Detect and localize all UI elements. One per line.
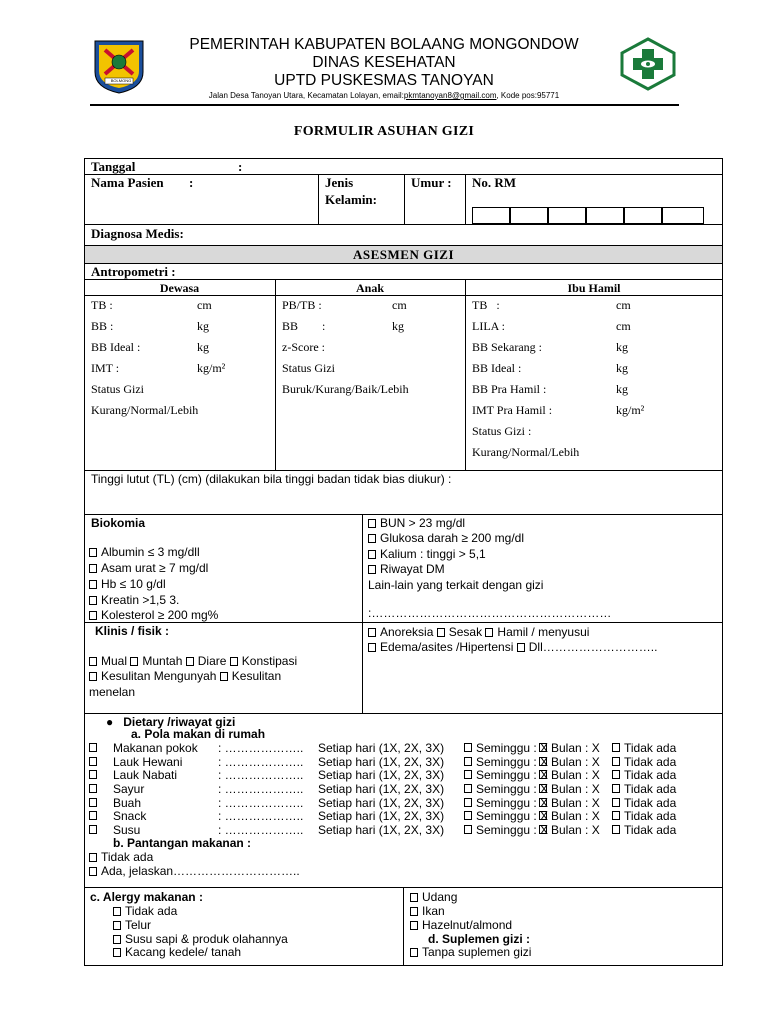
- alergi-susu: Susu sapi & produk olahannya: [113, 932, 288, 946]
- diet-item-dots: : ………………..: [218, 782, 304, 796]
- dewasa-heading: Dewasa: [159, 281, 200, 295]
- checkbox[interactable]: [89, 811, 97, 820]
- diet-item-name: Lauk Nabati: [113, 768, 178, 782]
- checkbox[interactable]: [464, 811, 472, 820]
- klinis-right-line1: Anoreksia Sesak Hamil / menyusui: [368, 625, 589, 639]
- diet-item-seminggu: Seminggu : X: [476, 768, 549, 782]
- pola-makan-title: a. Pola makan di rumah: [131, 727, 266, 741]
- ibu-lila-unit: cm: [616, 319, 631, 333]
- checkbox[interactable]: [89, 564, 97, 573]
- puskesmas-logo-icon: [619, 37, 677, 91]
- checkbox[interactable]: [464, 784, 472, 793]
- diet-item-seminggu: Seminggu : X: [476, 796, 549, 810]
- checkbox[interactable]: [612, 743, 620, 752]
- checkbox[interactable]: [539, 825, 547, 834]
- klinis-line3: menelan: [89, 685, 136, 699]
- checkbox[interactable]: [368, 643, 376, 652]
- ibu-bb-ideal: BB Ideal :: [472, 361, 522, 375]
- diet-item-tidak-ada: Tidak ada: [624, 741, 677, 755]
- diet-item-setiap-hari: Setiap hari (1X, 2X, 3X): [318, 741, 445, 755]
- diet-item-name: Lauk Hewani: [113, 755, 183, 769]
- header-line3: UPTD PUSKESMAS TANOYAN: [274, 72, 494, 89]
- checkbox[interactable]: [612, 811, 620, 820]
- diet-item-dots: : ………………..: [218, 741, 304, 755]
- diet-item-setiap-hari: Setiap hari (1X, 2X, 3X): [318, 755, 445, 769]
- anak-status-options: Buruk/Kurang/Baik/Lebih: [282, 382, 409, 396]
- form-title: FORMULIR ASUHAN GIZI: [293, 124, 475, 139]
- checkbox[interactable]: [437, 628, 445, 637]
- alergi-hazelnut: Hazelnut/almond: [410, 918, 512, 932]
- checkbox[interactable]: [485, 628, 493, 637]
- dewasa-bb: BB :: [91, 319, 114, 333]
- rm-digit-box[interactable]: [624, 207, 662, 224]
- diet-item-bulan: Bulan : X: [551, 809, 600, 823]
- checkbox[interactable]: [464, 757, 472, 766]
- dewasa-imt-unit: kg/m²: [197, 361, 226, 375]
- anak-bb-unit: kg: [392, 319, 404, 333]
- checkbox[interactable]: [410, 921, 418, 930]
- checkbox[interactable]: [113, 921, 121, 930]
- checkbox[interactable]: [89, 825, 97, 834]
- diet-item-bulan: Bulan : X: [551, 755, 600, 769]
- dewasa-status-options: Kurang/Normal/Lebih: [91, 403, 199, 417]
- checkbox[interactable]: [89, 784, 97, 793]
- asesmen-title: ASESMEN GIZI: [353, 247, 454, 262]
- diet-item-tidak-ada: Tidak ada: [624, 796, 677, 810]
- checkbox[interactable]: [539, 743, 547, 752]
- dewasa-bb-unit: kg: [197, 319, 209, 333]
- bio-glukosa: Glukosa darah ≥ 200 mg/dl: [368, 531, 524, 545]
- rm-digit-box[interactable]: [662, 207, 704, 224]
- right-logo: [619, 37, 677, 91]
- diet-item-name: Sayur: [113, 782, 145, 796]
- checkbox[interactable]: [220, 672, 228, 681]
- checkbox[interactable]: [186, 657, 194, 666]
- regency-crest-icon: [91, 38, 147, 94]
- diet-item-tidak-ada: Tidak ada: [624, 782, 677, 796]
- diet-item-name: Snack: [113, 809, 147, 823]
- bio-hb: Hb ≤ 10 g/dl: [89, 577, 166, 591]
- klinis-title: Klinis / fisik :: [95, 624, 170, 638]
- ibu-status-gizi: Status Gizi :: [472, 424, 532, 438]
- checkbox[interactable]: [89, 611, 97, 620]
- checkbox[interactable]: [113, 948, 121, 957]
- diet-item-seminggu: Seminggu : X: [476, 809, 549, 823]
- checkbox[interactable]: [410, 907, 418, 916]
- header-rule: [90, 104, 679, 106]
- dewasa-bb-ideal: BB Ideal :: [91, 340, 141, 354]
- checkbox[interactable]: [89, 798, 97, 807]
- bio-asam-urat: Asam urat ≥ 7 mg/dl: [89, 561, 208, 575]
- bullet-icon: ●: [106, 715, 114, 729]
- rm-digit-box[interactable]: [472, 207, 510, 224]
- diet-item-name: Susu: [113, 823, 141, 837]
- checkbox[interactable]: [368, 550, 376, 559]
- ibu-bb-sekarang: BB Sekarang :: [472, 340, 542, 354]
- bio-kreatin: Kreatin >1,5 3.: [89, 593, 179, 607]
- checkbox[interactable]: [89, 867, 97, 876]
- checkbox[interactable]: [368, 565, 376, 574]
- checkbox[interactable]: [89, 672, 97, 681]
- diet-item-seminggu: Seminggu : X: [476, 782, 549, 796]
- checkbox[interactable]: [410, 948, 418, 957]
- pantangan-ada: Ada, jelaskan…………………………..: [89, 864, 300, 878]
- diet-item-name: Buah: [113, 796, 142, 810]
- diet-item-setiap-hari: Setiap hari (1X, 2X, 3X): [318, 768, 445, 782]
- checkbox[interactable]: [517, 643, 525, 652]
- diet-row: [0, 796, 768, 810]
- biokimia-title: Biokomia: [91, 516, 146, 530]
- left-logo: BOLMONG: [91, 38, 147, 94]
- checkbox[interactable]: [89, 580, 97, 589]
- bio-kalium: Kalium : tinggi > 5,1: [368, 547, 486, 561]
- diet-item-setiap-hari: Setiap hari (1X, 2X, 3X): [318, 809, 445, 823]
- checkbox[interactable]: [410, 893, 418, 902]
- rm-digit-box[interactable]: [548, 207, 586, 224]
- diet-item-setiap-hari: Setiap hari (1X, 2X, 3X): [318, 796, 445, 810]
- rm-digit-box[interactable]: [586, 207, 624, 224]
- checkbox[interactable]: [464, 770, 472, 779]
- checkbox[interactable]: [89, 657, 97, 666]
- header-address: Jalan Desa Tanoyan Utara, Kecamatan Lolayan, email:pkmtanoyan8@gmail.com, Kode pos:95771: [208, 91, 560, 100]
- diet-item-tidak-ada: Tidak ada: [624, 768, 677, 782]
- checkbox[interactable]: [539, 757, 547, 766]
- diet-row: [0, 823, 768, 837]
- anak-status-gizi: Status Gizi: [282, 361, 335, 375]
- checkbox[interactable]: [89, 743, 97, 752]
- checkbox[interactable]: [89, 770, 97, 779]
- bio-albumin: Albumin ≤ 3 mg/dll: [89, 545, 200, 559]
- umur-label: Umur :: [411, 175, 452, 190]
- checkbox[interactable]: [612, 798, 620, 807]
- checkbox[interactable]: [368, 534, 376, 543]
- ibu-lila: LILA :: [472, 319, 505, 333]
- nama-pasien-label: Nama Pasien: [91, 175, 164, 190]
- jenis-label: Jenis: [325, 175, 354, 190]
- checkbox[interactable]: [368, 628, 376, 637]
- pantangan-tidak-ada: Tidak ada: [89, 850, 153, 864]
- checkbox[interactable]: [89, 596, 97, 605]
- bio-lain-lain: Lain-lain yang terkait dengan gizi: [368, 578, 544, 592]
- diet-row: [0, 809, 768, 823]
- diet-item-seminggu: Seminggu : X: [476, 755, 549, 769]
- dewasa-imt: IMT :: [91, 361, 120, 375]
- checkbox[interactable]: [113, 935, 121, 944]
- ibu-bb-ideal-unit: kg: [616, 361, 628, 375]
- rm-digit-box[interactable]: [510, 207, 548, 224]
- diet-item-seminggu: Seminggu : X: [476, 741, 549, 755]
- diet-item-bulan: Bulan : X: [551, 796, 600, 810]
- dietary-title: ● Dietary /riwayat gizi: [106, 715, 236, 729]
- alergi-tidak-ada: Tidak ada: [113, 904, 177, 918]
- diet-row: [0, 741, 768, 755]
- diet-item-dots: : ………………..: [218, 768, 304, 782]
- nama-pasien-colon: :: [189, 175, 194, 190]
- diet-row: [0, 768, 768, 782]
- dewasa-bb-ideal-unit: kg: [197, 340, 209, 354]
- checkbox[interactable]: [464, 743, 472, 752]
- anak-zscore: z-Score :: [282, 340, 325, 354]
- tinggi-lutut-label: Tinggi lutut (TL) (cm) (dilakukan bila tinggi badan tidak bias diukur) :: [91, 472, 452, 486]
- ibu-bb-pra-hamil-unit: kg: [616, 382, 628, 396]
- klinis-line2: Kesulitan Mengunyah Kesulitan: [89, 669, 281, 683]
- diet-item-setiap-hari: Setiap hari (1X, 2X, 3X): [318, 782, 445, 796]
- bio-dots: :……………………………………………………: [368, 606, 612, 620]
- checkbox[interactable]: [89, 548, 97, 557]
- diet-item-bulan: Bulan : X: [551, 741, 600, 755]
- checkbox[interactable]: [113, 907, 121, 916]
- checkbox[interactable]: [89, 853, 97, 862]
- diet-item-dots: : ………………..: [218, 809, 304, 823]
- ibu-imt-pra-hamil: IMT Pra Hamil :: [472, 403, 553, 417]
- checkbox[interactable]: [612, 784, 620, 793]
- ibu-tb: TB :: [472, 298, 500, 312]
- alergi-ikan: Ikan: [410, 904, 445, 918]
- header-line1: PEMERINTAH KABUPATEN BOLAANG MONGONDOW: [189, 36, 579, 53]
- diet-item-dots: : ………………..: [218, 755, 304, 769]
- tanggal-colon: :: [238, 159, 243, 174]
- diet-item-bulan: Bulan : X: [551, 768, 600, 782]
- diet-item-setiap-hari: Setiap hari (1X, 2X, 3X): [318, 823, 445, 837]
- alergi-title: c. Alergy makanan :: [90, 890, 203, 904]
- diet-item-seminggu: Seminggu : X: [476, 823, 549, 837]
- checkbox[interactable]: [89, 757, 97, 766]
- checkbox[interactable]: [612, 757, 620, 766]
- dewasa-tb-unit: cm: [197, 298, 212, 312]
- alergi-kacang: Kacang kedele/ tanah: [113, 945, 241, 959]
- alergi-telur: Telur: [113, 918, 151, 932]
- anak-pbtb: PB/TB :: [282, 298, 322, 312]
- email-link[interactable]: pkmtanoyan8@gmail.com: [403, 91, 497, 100]
- tanggal-label: Tanggal: [91, 159, 136, 174]
- suplemen-tanpa: Tanpa suplemen gizi: [410, 945, 531, 959]
- alergi-udang: Udang: [410, 890, 457, 904]
- diagnosa-label: Diagnosa Medis:: [91, 226, 184, 241]
- checkbox[interactable]: [368, 519, 376, 528]
- checkbox[interactable]: [539, 784, 547, 793]
- bio-riwayat-dm: Riwayat DM: [368, 562, 445, 576]
- antropometri-label: Antropometri :: [91, 264, 176, 279]
- checkbox[interactable]: [539, 770, 547, 779]
- checkbox[interactable]: [539, 811, 547, 820]
- ibu-bb-pra-hamil: BB Pra Hamil :: [472, 382, 547, 396]
- ibu-bb-sekarang-unit: kg: [616, 340, 628, 354]
- header-line2: DINAS KESEHATAN: [312, 54, 456, 71]
- anak-bb: BB :: [282, 319, 326, 333]
- diet-item-tidak-ada: Tidak ada: [624, 823, 677, 837]
- klinis-line1: Mual Muntah Diare Konstipasi: [89, 654, 297, 668]
- kelamin-label: Kelamin:: [325, 192, 377, 207]
- checkbox[interactable]: [230, 657, 238, 666]
- anak-pbtb-unit: cm: [392, 298, 407, 312]
- no-rm-label: No. RM: [472, 175, 517, 190]
- checkbox[interactable]: [612, 770, 620, 779]
- diet-row: [0, 782, 768, 796]
- checkbox[interactable]: [539, 798, 547, 807]
- klinis-right-line2: Edema/asites /Hipertensi Dll………………………..: [368, 640, 657, 654]
- checkbox[interactable]: [612, 825, 620, 834]
- diet-item-tidak-ada: Tidak ada: [624, 755, 677, 769]
- ibu-status-options: Kurang/Normal/Lebih: [472, 445, 580, 459]
- ibu-tb-unit: cm: [616, 298, 631, 312]
- diet-item-dots: : ………………..: [218, 796, 304, 810]
- diet-row: [0, 755, 768, 769]
- ibu-hamil-heading: Ibu Hamil: [567, 281, 621, 295]
- bio-bun: BUN > 23 mg/dl: [368, 516, 465, 530]
- diet-item-bulan: Bulan : X: [551, 782, 600, 796]
- anak-heading: Anak: [355, 281, 384, 295]
- bio-kolesterol: Kolesterol ≥ 200 mg%: [89, 608, 218, 622]
- checkbox[interactable]: [464, 825, 472, 834]
- checkbox[interactable]: [464, 798, 472, 807]
- diet-item-tidak-ada: Tidak ada: [624, 809, 677, 823]
- diet-item-name: Makanan pokok: [113, 741, 198, 755]
- pantangan-title: b. Pantangan makanan :: [113, 836, 252, 850]
- dewasa-status-gizi: Status Gizi: [91, 382, 144, 396]
- checkbox[interactable]: [130, 657, 138, 666]
- suplemen-title: d. Suplemen gizi :: [428, 932, 531, 946]
- diet-item-bulan: Bulan : X: [551, 823, 600, 837]
- ibu-imt-pra-hamil-unit: kg/m²: [616, 403, 645, 417]
- diet-item-dots: : ………………..: [218, 823, 304, 837]
- dewasa-tb: TB :: [91, 298, 113, 312]
